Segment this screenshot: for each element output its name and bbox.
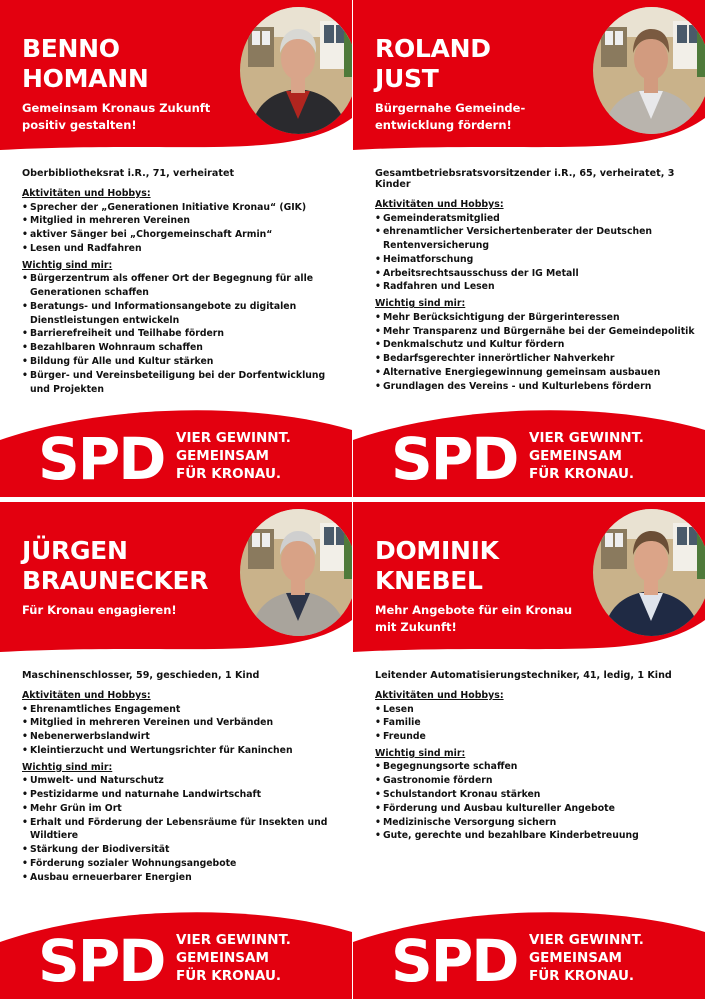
spd-logo: SPD	[391, 927, 518, 995]
spd-logo: SPD	[38, 927, 165, 995]
list-item: • aktiver Sänger bei „Chorgemeinschaft Armin“	[22, 228, 344, 242]
name-line: JÜRGEN	[22, 536, 128, 565]
list-item: • Mitglied in mehreren Vereinen	[22, 214, 344, 228]
tagline-line: GEMEINSAM	[176, 950, 269, 966]
candidate-intro: Leitender Automatisierungstechniker, 41, ledig, 1 Kind	[375, 670, 672, 681]
important-heading: Wichtig sind mir:	[375, 298, 466, 310]
name-line: HOMANN	[22, 64, 149, 93]
activities-heading: Aktivitäten und Hobbys:	[22, 690, 151, 701]
list-item: • Umwelt- und Naturschutz	[22, 774, 344, 788]
list-item: • ehrenamtlicher Versichertenberater der Deutschen Rentenversicherung	[375, 225, 697, 253]
tagline-line: VIER GEWINNT.	[176, 430, 291, 446]
list-item: • Denkmalschutz und Kultur fördern	[375, 338, 697, 352]
candidate-name	[22, 536, 208, 596]
candidate-intro: Maschinenschlosser, 59, geschieden, 1 Kind	[22, 670, 260, 681]
list-item: • Kleintierzucht und Wertungsrichter für Kaninchen	[22, 744, 344, 758]
list-item: • Sprecher der „Generationen Initiative Kronau“ (GIK)	[22, 201, 344, 215]
list-item: • Alternative Energiegewinnung gemeinsam ausbauen	[375, 366, 697, 380]
candidate-photo	[240, 509, 352, 636]
candidate-name	[22, 34, 148, 94]
candidate-slogan: Gemeinsam Kronaus Zukunft positiv gestalten!	[22, 101, 211, 132]
activities-heading: Aktivitäten und Hobbys:	[375, 199, 504, 210]
list-item: • Lesen und Radfahren	[22, 242, 344, 256]
activities-list	[375, 212, 697, 295]
campaign-tagline	[529, 931, 644, 985]
list-item: • Mehr Berücksichtigung der Bürgerinteressen	[375, 311, 697, 325]
list-item: • Arbeitsrechtsausschuss der IG Metall	[375, 267, 697, 281]
list-item: • Familie	[375, 716, 697, 730]
candidate-profile	[375, 670, 697, 847]
activities-list	[22, 703, 344, 758]
candidate-card	[0, 502, 352, 999]
candidate-intro: Gesamtbetriebsratsvorsitzender i.R., 65, verheiratet, 3 Kinder	[375, 168, 675, 190]
name-line: KNEBEL	[375, 566, 483, 595]
important-list	[22, 774, 344, 884]
important-heading: Wichtig sind mir:	[375, 747, 466, 759]
candidate-intro: Oberbibliotheksrat i.R., 71, verheiratet	[22, 168, 235, 179]
candidate-photo	[593, 509, 705, 636]
tagline-line: VIER GEWINNT.	[529, 430, 644, 446]
candidate-photo	[593, 7, 705, 134]
activities-heading: Aktivitäten und Hobbys:	[375, 690, 504, 701]
list-item: • Beratungs- und Informationsangebote zu digitalen Dienstleistungen entwickeln	[22, 300, 344, 328]
list-item: • Bürger- und Vereinsbeteiligung bei der Dorfentwicklung und Projekten	[22, 369, 344, 397]
name-line: JUST	[375, 64, 439, 93]
campaign-tagline	[176, 931, 291, 985]
candidate-slogan: Mehr Angebote für ein Kronau mit Zukunft!	[375, 603, 573, 634]
list-item: • Pestizidarme und naturnahe Landwirtschaft	[22, 788, 344, 802]
list-item: • Schulstandort Kronau stärken	[375, 788, 697, 802]
list-item: • Bildung für Alle und Kultur stärken	[22, 355, 344, 369]
list-item: • Heimatforschung	[375, 253, 697, 267]
important-list	[375, 760, 697, 843]
list-item: • Mitglied in mehreren Vereinen und Verbänden	[22, 716, 344, 730]
activities-list	[22, 201, 344, 256]
list-item: • Medizinische Versorgung sichern	[375, 816, 697, 830]
tagline-line: FÜR KRONAU.	[176, 968, 282, 984]
spd-logo: SPD	[38, 425, 165, 493]
candidate-card	[353, 0, 705, 497]
candidate-photo	[240, 7, 352, 134]
list-item: • Mehr Grün im Ort	[22, 802, 344, 816]
list-item: • Stärkung der Biodiversität	[22, 843, 344, 857]
candidate-slogan: Für Kronau engagieren!	[22, 603, 177, 617]
spd-logo: SPD	[391, 425, 518, 493]
campaign-tagline	[529, 429, 644, 483]
campaign-tagline	[176, 429, 291, 483]
list-item: • Ausbau erneuerbarer Energien	[22, 871, 344, 885]
tagline-line: GEMEINSAM	[176, 448, 269, 464]
list-item: • Grundlagen des Vereins - und Kulturlebens fördern	[375, 380, 697, 394]
candidate-card	[353, 502, 705, 999]
list-item: • Bedarfsgerechter innerörtlicher Nahverkehr	[375, 352, 697, 366]
list-item: • Mehr Transparenz und Bürgernähe bei der Gemeindepolitik	[375, 325, 697, 339]
list-item: • Radfahren und Lesen	[375, 280, 697, 294]
tagline-line: FÜR KRONAU.	[529, 466, 635, 482]
list-item: • Begegnungsorte schaffen	[375, 760, 697, 774]
important-heading: Wichtig sind mir:	[22, 259, 113, 271]
tagline-line: VIER GEWINNT.	[176, 932, 291, 948]
candidate-name	[375, 536, 499, 596]
activities-heading: Aktivitäten und Hobbys:	[22, 188, 151, 199]
name-line: ROLAND	[375, 34, 491, 63]
list-item: • Förderung sozialer Wohnungsangebote	[22, 857, 344, 871]
list-item: • Bürgerzentrum als offener Ort der Begegnung für alle Generationen schaffen	[22, 272, 344, 300]
list-item: • Barrierefreiheit und Teilhabe fördern	[22, 327, 344, 341]
important-list	[375, 311, 697, 394]
spd-footer	[0, 415, 352, 497]
important-heading: Wichtig sind mir:	[22, 761, 113, 773]
name-line: DOMINIK	[375, 536, 499, 565]
list-item: • Erhalt und Förderung der Lebensräume für Insekten und Wildtiere	[22, 816, 344, 844]
candidate-name	[375, 34, 491, 94]
name-line: BENNO	[22, 34, 120, 63]
candidate-profile	[22, 168, 344, 400]
candidate-card	[0, 0, 352, 497]
activities-list	[375, 703, 697, 744]
list-item: • Gute, gerechte und bezahlbare Kinderbetreuung	[375, 829, 697, 843]
spd-footer	[353, 415, 705, 497]
list-item: • Lesen	[375, 703, 697, 717]
spd-footer	[0, 917, 352, 999]
candidate-slogan: Bürgernahe Gemeinde-entwicklung fördern!	[375, 101, 526, 132]
list-item: • Nebenerwerbslandwirt	[22, 730, 344, 744]
name-line: BRAUNECKER	[22, 566, 209, 595]
list-item: • Ehrenamtliches Engagement	[22, 703, 344, 717]
list-item: • Freunde	[375, 730, 697, 744]
tagline-line: FÜR KRONAU.	[176, 466, 282, 482]
tagline-line: VIER GEWINNT.	[529, 932, 644, 948]
tagline-line: GEMEINSAM	[529, 448, 622, 464]
tagline-line: GEMEINSAM	[529, 950, 622, 966]
important-list	[22, 272, 344, 396]
list-item: • Förderung und Ausbau kultureller Angebote	[375, 802, 697, 816]
spd-footer	[353, 917, 705, 999]
list-item: • Gemeinderatsmitglied	[375, 212, 697, 226]
candidate-profile	[375, 168, 697, 398]
list-item: • Gastronomie fördern	[375, 774, 697, 788]
candidate-profile	[22, 670, 344, 889]
list-item: • Bezahlbaren Wohnraum schaffen	[22, 341, 344, 355]
tagline-line: FÜR KRONAU.	[529, 968, 635, 984]
